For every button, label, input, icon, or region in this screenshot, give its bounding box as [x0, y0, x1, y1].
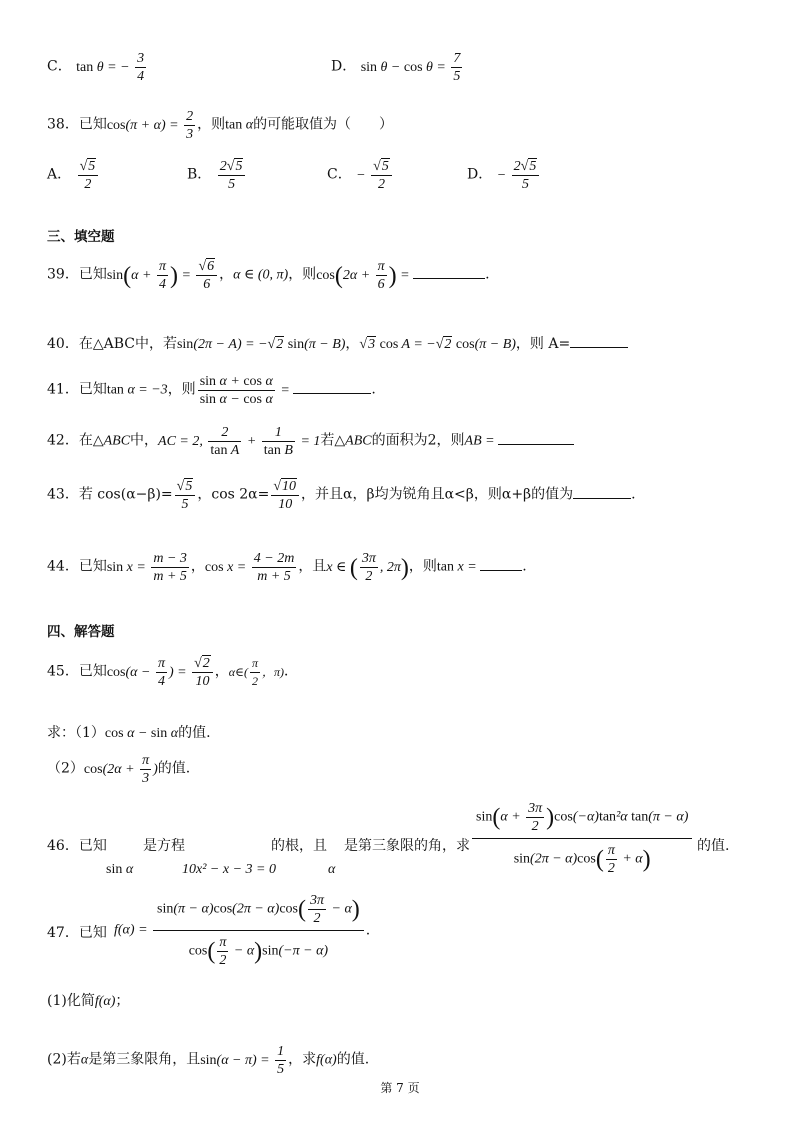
q41-stem: 41．已知tan α = −3，则 $\frac{\text{sin α + cos α}}{\text{sin α − cos α}}$ = . — [47, 374, 376, 407]
q41-target: $\frac{\text{sin α + cos α}}{\text{sin α − cos α}}$ = — [199, 374, 294, 407]
q43-answer-blank[interactable] — [573, 484, 631, 499]
q47-part-2: (2)若α是第三象限角，且sin(α − π) = $\frac{1}{5}$ ，求f(α)的值. — [47, 1044, 370, 1077]
q39-answer-blank[interactable] — [413, 264, 485, 279]
q43-value-2: $\frac{√10}{10}$ — [269, 488, 301, 503]
q40-stem: 40．在△ABC中，若sin(2π − A) = −√2 sin(π − B)，√3 cos A = −√2 cos(π − B)，则 A= — [47, 333, 628, 353]
q39-range: α ∈ (0, π) — [233, 267, 289, 283]
q37-option-d: D． sin θ − cos θ = $\frac{7}{5}$ — [331, 50, 464, 85]
q40-answer-blank[interactable] — [570, 333, 628, 348]
q40-equation-2: √3 cos A = −√2 cos(π − B) — [359, 337, 516, 352]
q42-condition: AC = 2, $\frac{2}{\text{tan A}}$ + $\frac{1}{\text{tan B}}$ = 1 — [158, 425, 321, 458]
q42-target: AB = — [464, 433, 499, 449]
page-number: 第 7 页 — [380, 1081, 420, 1095]
q45-range: α∈( $\frac{\pi}{2}$ ，π) — [228, 656, 284, 689]
q42-stem: 42．在△ABC中，AC = 2, $\frac{2}{\text{tan A}}$ + $\frac{1}{\text{tan B}}$ = 1若△ABC的面积为2，则AB = — [47, 424, 574, 459]
q45-condition: cos(α − $\frac{\pi}{4}$ ) = $\frac{√2}{10}$ — [107, 665, 215, 680]
q43-stem: 43．若 cos(α−β)= $\frac{√5}{5}$ ，cos 2α= $\frac{√10}{10}$ ，并且α，β均为锐角且α<β，则α+β的值为 . — [47, 479, 636, 512]
q47-part-1: (1)化简f(α)； — [47, 993, 130, 1009]
q41-condition: tan α = −3 — [106, 382, 168, 398]
q44-answer-blank[interactable] — [480, 556, 522, 571]
q38-option-c: C． − $\frac{√5}{2}$ — [327, 158, 394, 193]
q38-option-d: D． − $\frac{2√5}{5}$ — [467, 158, 541, 193]
q42-answer-blank[interactable] — [498, 430, 574, 445]
q46-sin-alpha: sin α — [106, 862, 134, 877]
q44-target: tan x = — [436, 559, 481, 575]
q45-part-2: （2）cos(2α + $\frac{\pi}{3}$ )的值. — [47, 753, 191, 786]
q45-part-1: 求：（1）cos α − sin α的值. — [47, 725, 211, 741]
q44-equation-1: sin x = $\frac{m - 3}{m + 5}$ — [106, 551, 187, 584]
q46-alpha: α — [328, 862, 336, 877]
q39-target: cos(2α + $\frac{\pi}{6}$ ) = — [316, 259, 414, 292]
q43-value-1: $\frac{√5}{5}$ — [173, 488, 198, 503]
q47-stem-label: 47．已知 — [47, 925, 107, 941]
q47-function: f(α) = sin(π − α)cos(2π − α)cos( $\frac{3\pi}{2}$ − α) cos( $\frac{\pi}{2}$ − α)sin(−π − α) . — [114, 893, 371, 968]
q37-option-c-math: tan θ = − $\frac{3}{4}$ — [76, 51, 145, 84]
section-title-fill-in: 三、填空题 — [47, 229, 115, 245]
q46-expression: sin(α + $\frac{3\pi}{2}$ )cos(−α)tan²α tan(π − α) sin(2π − α)cos( $\frac{\pi}{2}$ + α) — [470, 800, 694, 877]
q46-equation: 10x² − x − 3 = 0 — [182, 862, 276, 877]
q37-option-c: C． tan θ = − $\frac{3}{4}$ — [47, 50, 148, 85]
q46-stem: 46．已知 — [47, 838, 107, 854]
q38-target: tan α — [225, 117, 254, 133]
q44-stem: 44．已知sin x = $\frac{m - 3}{m + 5}$ ，cos x = $\frac{4 - 2m}{m + 5}$ ，且x ∈ ( $\frac{3\pi}{2}$ , 2π)，则tan x = . — [47, 551, 527, 584]
q38-option-b: B． $\frac{2√5}{5}$ — [187, 158, 247, 193]
q37-option-d-math: sin θ − cos θ = $\frac{7}{5}$ — [360, 51, 461, 84]
q44-range: x ∈ ( $\frac{3\pi}{2}$ , 2π) — [326, 551, 409, 584]
q38-stem: 38．已知cos(π + α) = $\frac{2}{3}$ ，则tan α的可能取值为（ ） — [47, 109, 394, 142]
q39-condition: sin(α + $\frac{\pi}{4}$ ) = $\frac{√6}{6}$ — [107, 268, 219, 283]
q45-stem: 45．已知cos(α − $\frac{\pi}{4}$ ) = $\frac{√2}{10}$ ，α∈( $\frac{\pi}{2}$ ，π)． — [47, 656, 298, 689]
q47-part-2-condition: sin(α − π) = $\frac{1}{5}$ — [200, 1044, 285, 1077]
q44-equation-2: cos x = $\frac{4 - 2m}{m + 5}$ — [204, 551, 295, 584]
q39-stem: 39．已知sin(α + $\frac{\pi}{4}$ ) = $\frac{√6}{6}$ ，α ∈ (0, π)，则cos(2α + $\frac{\pi}{6}$ ) = . — [47, 259, 490, 292]
q40-equation-1: sin(2π − A) = −√2 sin(π − B) — [176, 337, 346, 352]
section-title-solutions: 四、解答题 — [47, 624, 115, 640]
q41-answer-blank[interactable] — [293, 379, 371, 394]
q38-option-a: A． $\frac{√5}{2}$ — [47, 158, 100, 193]
q38-condition: cos(π + α) = $\frac{2}{3}$ — [106, 109, 194, 142]
